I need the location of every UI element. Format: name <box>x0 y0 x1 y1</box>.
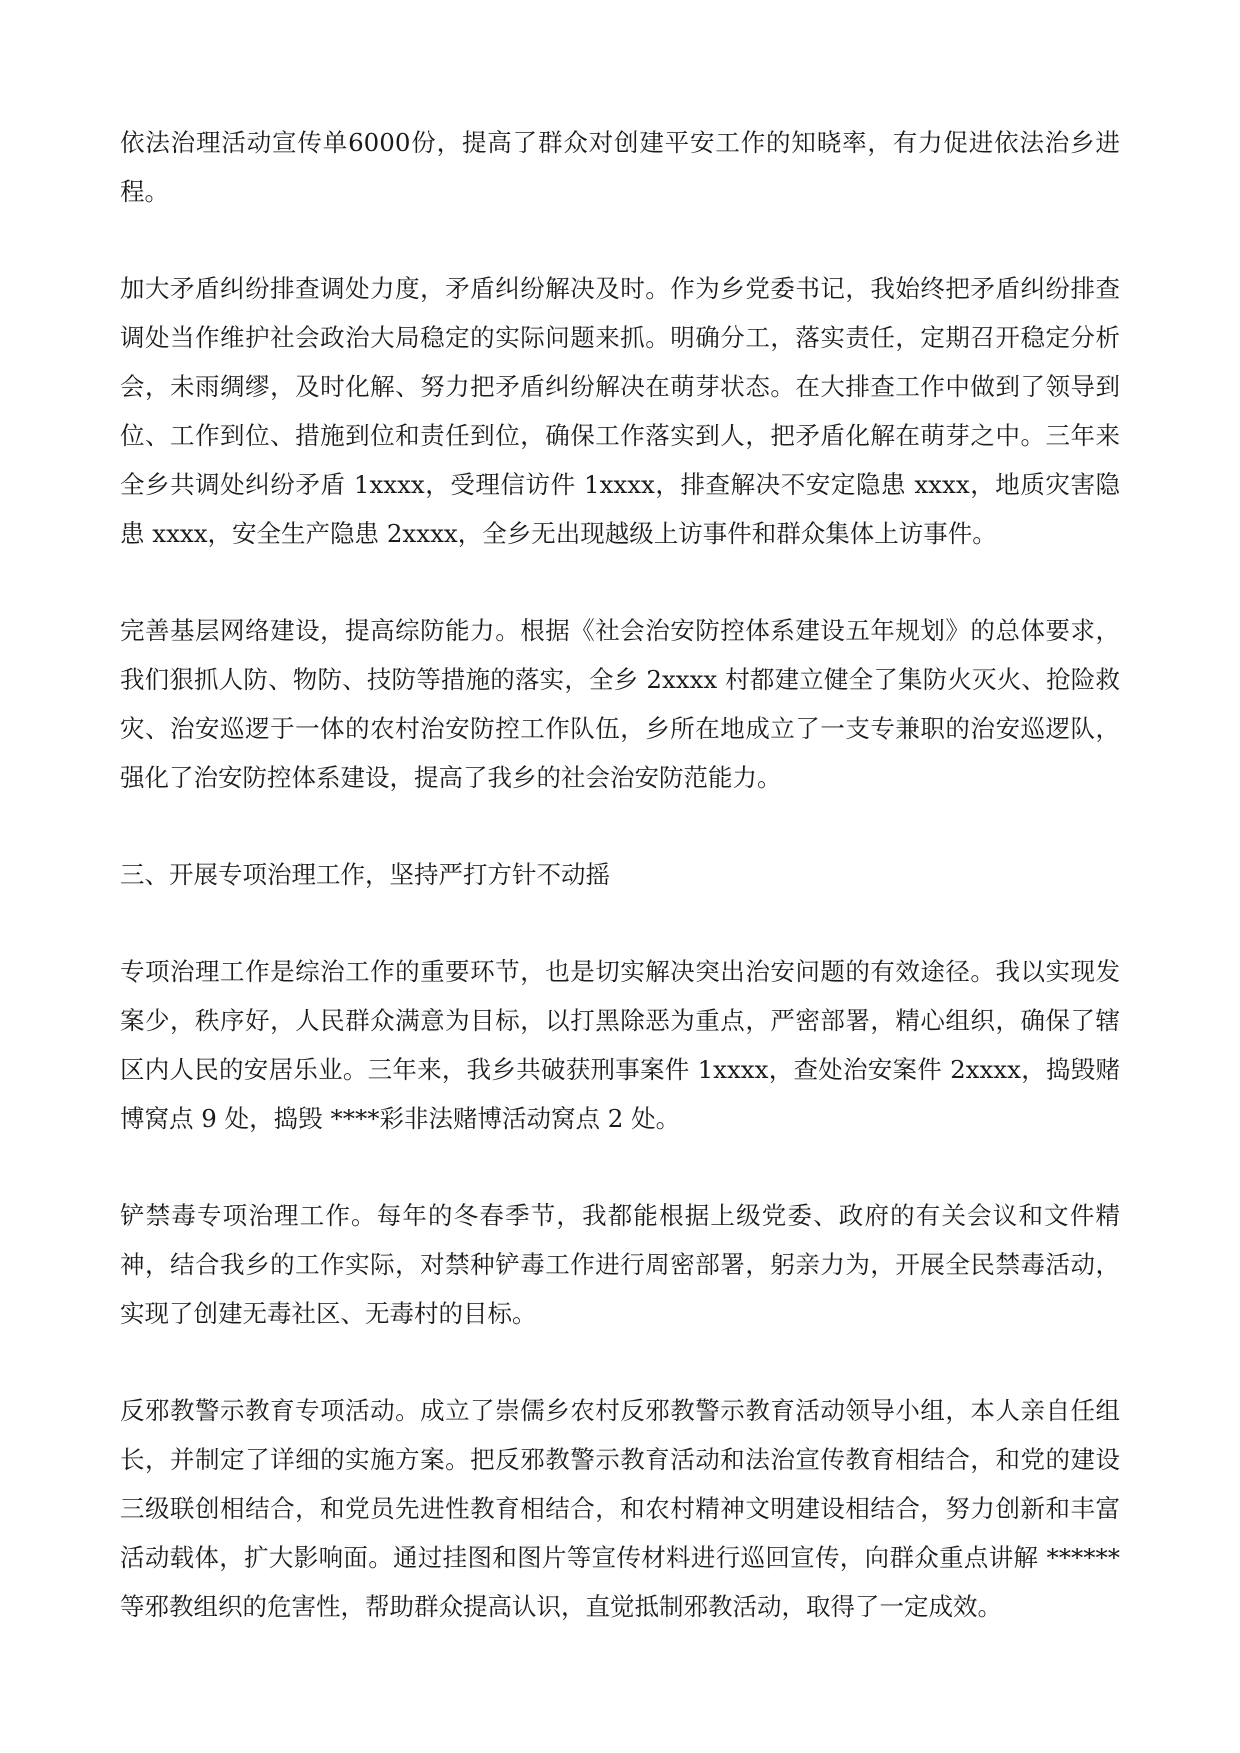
paragraph-anti-cult-education: 反邪教警示教育专项活动。成立了崇儒乡农村反邪教警示教育活动领导小组，本人亲自任组长，并制定了详细的实施方案。把反邪教警示教育活动和法治宣传教育相结合，和党的建设三级联创相结合，和党员先进性教育相结合，和农村精神文明建设相结合，努力创新和丰富活动载体，扩大影响面。通过挂图和图片等宣传材料进行巡回宣传，向群众重点讲解 ****** 等邪教组织的危害性，帮助群众提高认识，直觉抵制邪教活动，取得了一定成效。 <box>120 1396 1120 1621</box>
paragraph-publicity-summary: 依法治理活动宣传单6000份，提高了群众对创建平安工作的知晓率，有力促进依法治乡进程。 <box>120 128 1120 206</box>
paragraph-special-governance: 专项治理工作是综治工作的重要环节，也是切实解决突出治安问题的有效途径。我以实现发案少，秩序好，人民群众满意为目标，以打黑除恶为重点，严密部署，精心组织，确保了辖区内人民的安居乐业。三年来，我乡共破获刑事案件 1xxxx，查处治安案件 2xxxx，捣毁赌博窝点 9 处，捣毁 ****彩非法赌博活动窝点 2 处。 <box>120 957 1120 1133</box>
paragraph-anti-drug: 铲禁毒专项治理工作。每年的冬春季节，我都能根据上级党委、政府的有关会议和文件精神，结合我乡的工作实际，对禁种铲毒工作进行周密部署，躬亲力为，开展全民禁毒活动，实现了创建无毒社区、无毒村的目标。 <box>120 1201 1120 1328</box>
paragraph-grassroots-network: 完善基层网络建设，提高综防能力。根据《社会治安防控体系建设五年规划》的总体要求，我们狠抓人防、物防、技防等措施的落实，全乡 2xxxx 村都建立健全了集防火灭火、抢险救灾、治安巡逻于一体的农村治安防控工作队伍，乡所在地成立了一支专兼职的治安巡逻队，强化了治安防控体系建设，提高了我乡的社会治安防范能力。 <box>120 616 1120 792</box>
section-heading-special-governance: 三、开展专项治理工作，坚持严打方针不动摇 <box>120 860 610 889</box>
document-body <box>120 118 1120 1679</box>
paragraph-dispute-resolution: 加大矛盾纠纷排查调处力度，矛盾纠纷解决及时。作为乡党委书记，我始终把矛盾纠纷排查调处当作维护社会政治大局稳定的实际问题来抓。明确分工，落实责任，定期召开稳定分析会，未雨绸缪，及时化解、努力把矛盾纠纷解决在萌芽状态。在大排查工作中做到了领导到位、工作到位、措施到位和责任到位，确保工作落实到人，把矛盾化解在萌芽之中。三年来全乡共调处纠纷矛盾 1xxxx，受理信访件 1xxxx，排查解决不安定隐患 xxxx，地质灾害隐患 xxxx，安全生产隐患 2xxxx，全乡无出现越级上访事件和群众集体上访事件。 <box>120 274 1120 548</box>
